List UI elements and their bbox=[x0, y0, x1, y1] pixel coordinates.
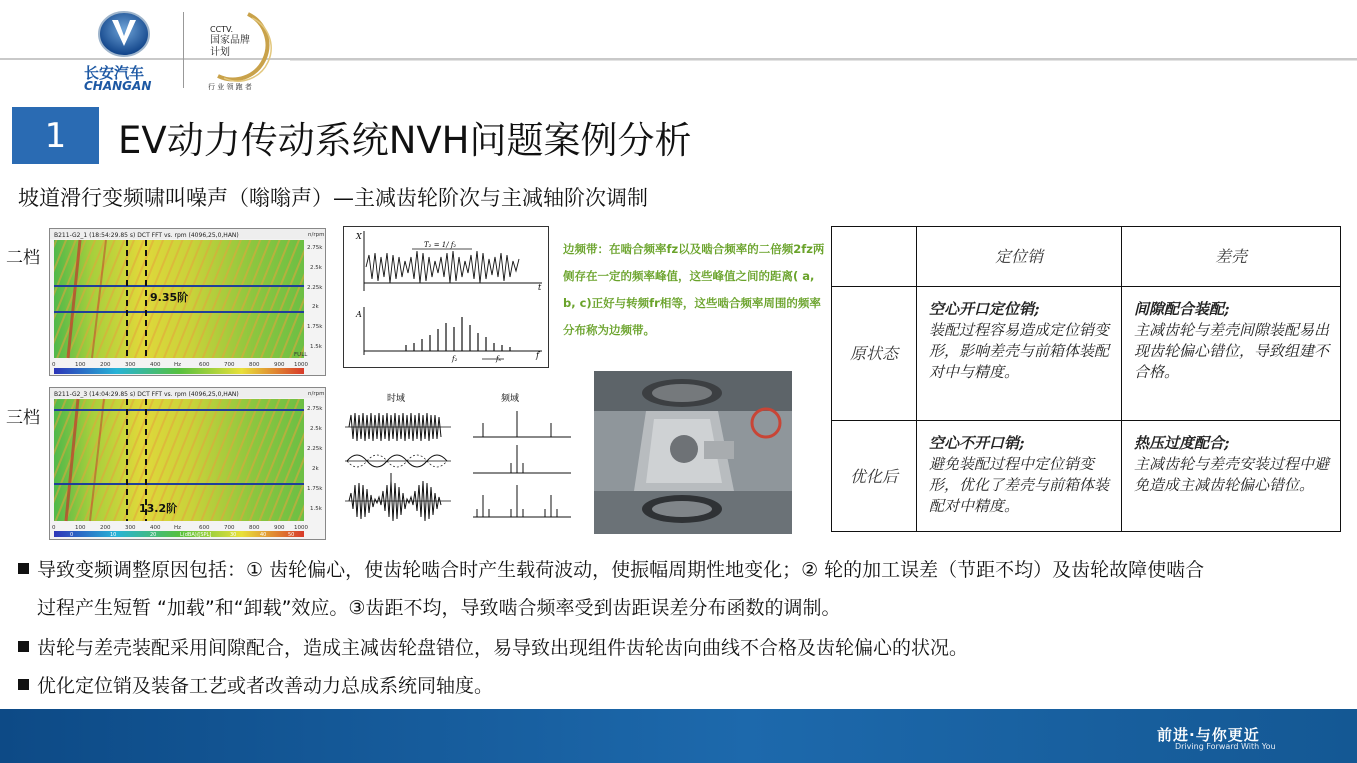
changan-logo bbox=[70, 6, 180, 96]
footer-slogan-en: Driving Forward With You bbox=[1175, 742, 1276, 751]
bullet-1-line-1 bbox=[18, 552, 1204, 589]
spec-xtick: 0 bbox=[52, 362, 56, 368]
spec-rpm-label: n/rpm bbox=[308, 391, 325, 397]
spec2-ytick: 2.75k bbox=[307, 406, 323, 412]
header-rule-light bbox=[290, 60, 1357, 61]
diagram-x-label: X bbox=[356, 232, 362, 241]
footer-bar bbox=[0, 709, 1357, 763]
spec2-ytick: 2.25k bbox=[307, 446, 323, 452]
time-freq-domain-diagram bbox=[343, 389, 575, 529]
spec1-ytick: 2.25k bbox=[307, 285, 323, 291]
spec-xtick: 200 bbox=[100, 362, 111, 368]
footer-slogan: 前进·与你更近 bbox=[1157, 726, 1260, 744]
spec-xtick: 300 bbox=[125, 525, 136, 531]
sideband-note: 边频带：在啮合频率fz以及啮合频率的二倍频2fz两侧存在一定的频率峰值，这些峰值之间的距离( a, b, c)正好与转频fr相等，这些啮合频率周围的频率分布称为边频带。 bbox=[563, 242, 825, 337]
spec-xtick: 800 bbox=[249, 525, 260, 531]
spectrogram-gear2 bbox=[49, 228, 326, 376]
spec-xtick: 0 bbox=[52, 525, 56, 531]
logo-en-text: CHANGAN bbox=[84, 79, 152, 93]
spectrogram-gear2-plot bbox=[50, 229, 325, 375]
spec-rpm-label: n/rpm bbox=[308, 232, 325, 238]
cbar-label: 50 bbox=[288, 532, 295, 538]
time-domain-label: 时域 bbox=[387, 394, 406, 404]
cbar-label: 20 bbox=[150, 532, 157, 538]
spec-xtick: 1000 bbox=[294, 525, 308, 531]
table-cell-optimized-case bbox=[1122, 421, 1341, 532]
spec-xtick: 400 bbox=[150, 525, 161, 531]
bullet-square-icon bbox=[18, 679, 29, 690]
spec1-ytick: 2.75k bbox=[307, 245, 323, 251]
cell-body: 避免装配过程中定位销变形，优化了差壳与前箱体装配对中精度。 bbox=[929, 455, 1110, 515]
time-freq-domain-plot bbox=[343, 389, 575, 529]
cbar-label: 10 bbox=[110, 532, 117, 538]
spec2-ytick: 1.5k bbox=[310, 506, 322, 512]
spec1-header-text: B211-G2_1 (18:54:29.85 s) DCT FFT vs. rpm (4096,25,0,HAN) bbox=[54, 232, 239, 239]
bullet-text: 导致变频调整原因包括：① 齿轮偏心，使齿轮啮合时产生载荷波动，使振幅周期性地变化；② 轮的加工误差（节距不均）及齿轮故障使啮合 bbox=[37, 559, 1205, 581]
bullet-text: 齿轮与差壳装配采用间隙配合，造成主减齿轮盘错位，易导致出现组件齿轮齿向曲线不合格及齿轮偏心的状况。 bbox=[37, 637, 969, 659]
sideband-diagram-plot bbox=[344, 227, 548, 367]
cell-body: 主减齿轮与差壳安装过程中避免造成主减齿轮偏心错位。 bbox=[1134, 455, 1330, 494]
spec-xtick: 100 bbox=[75, 362, 86, 368]
cell-body: 主减齿轮与差壳间隙装配易出现齿轮偏心错位，导致组建不合格。 bbox=[1134, 321, 1330, 381]
logo-divider bbox=[183, 12, 184, 88]
spec2-header-text: B211-G2_3 (14:04:29.85 s) DCT FFT vs. rpm (4096,25,0,HAN) bbox=[54, 391, 239, 398]
cctv-tagline: 行 业 领 跑 者 bbox=[208, 83, 252, 91]
table-row-label-optimized: 优化后 bbox=[832, 421, 917, 532]
section-number: 1 bbox=[12, 107, 99, 164]
spec1-ytick: 1.5k bbox=[310, 344, 322, 350]
spec-xtick: 400 bbox=[150, 362, 161, 368]
cctv-plan-line2: 计划 bbox=[210, 47, 230, 58]
table-header-pin: 定位销 bbox=[917, 227, 1122, 287]
table-header-case: 差壳 bbox=[1122, 227, 1341, 287]
spec1-full-label: FULL bbox=[294, 352, 308, 358]
bullet-1-line-2: 过程产生短暂 “加载”和“卸载”效应。③齿距不均，导致啮合频率受到齿距误差分布函数的调制。 bbox=[37, 597, 841, 619]
spec-xtick: 900 bbox=[274, 362, 285, 368]
diagram-fs-label: fₛ bbox=[496, 355, 501, 363]
spec2-order-label: 13.2阶 bbox=[139, 502, 178, 515]
bullet-3 bbox=[18, 668, 493, 705]
freq-domain-label: 频域 bbox=[501, 394, 520, 404]
spec-xtick: 700 bbox=[224, 362, 235, 368]
spec1-ytick: 2.5k bbox=[310, 265, 322, 271]
cell-title: 空心开口定位销; bbox=[929, 300, 1040, 318]
cell-title: 间隙配合装配; bbox=[1134, 300, 1230, 318]
comparison-table bbox=[831, 226, 1341, 532]
table-row-label-original: 原状态 bbox=[832, 287, 917, 421]
differential-photo bbox=[594, 371, 792, 534]
spec-xtick: 300 bbox=[125, 362, 136, 368]
spec-xtick: 600 bbox=[199, 362, 210, 368]
bullet-2 bbox=[18, 630, 968, 667]
cell-body: 装配过程容易造成定位销变形，影响差壳与前箱体装配对中与精度。 bbox=[929, 321, 1110, 381]
diagram-f-label: f bbox=[536, 351, 539, 360]
diagram-period-label: T₂ = 1/ f₂ bbox=[424, 241, 457, 249]
diagram-fz-label: f₂ bbox=[452, 355, 458, 363]
spec-xtick: 600 bbox=[199, 525, 210, 531]
spec-xtick: 100 bbox=[75, 525, 86, 531]
spec-xunit: Hz bbox=[174, 362, 182, 368]
diagram-t-label: t bbox=[538, 283, 542, 292]
page-title: EV动力传动系统NVH问题案例分析 bbox=[118, 119, 692, 162]
spec-xunit: Hz bbox=[174, 525, 182, 531]
spec1-ytick: 1.75k bbox=[307, 324, 323, 330]
bullet-square-icon bbox=[18, 563, 29, 574]
logo-cn-text: 长安汽车 bbox=[84, 64, 145, 82]
cctv-plan-line1: 国家品牌 bbox=[210, 35, 250, 46]
bullet-text: 优化定位销及装备工艺或者改善动力总成系统同轴度。 bbox=[37, 675, 494, 697]
cctv-brand-logo bbox=[200, 8, 286, 94]
spec2-ytick: 2.5k bbox=[310, 426, 322, 432]
spec2-ytick: 2k bbox=[312, 466, 319, 472]
bullet-square-icon bbox=[18, 641, 29, 652]
cell-title: 热压过度配合; bbox=[1134, 434, 1230, 452]
table-corner-cell bbox=[832, 227, 917, 287]
cbar-label: 40 bbox=[260, 532, 267, 538]
cbar-label: 0 bbox=[70, 532, 74, 538]
cctv-text: CCTV. bbox=[210, 25, 234, 34]
cell-title: 空心不开口销; bbox=[929, 434, 1025, 452]
gear2-label: 二档 bbox=[6, 248, 40, 268]
differential-housing-image bbox=[594, 371, 792, 534]
spec-xtick: 800 bbox=[249, 362, 260, 368]
spec1-ytick: 2k bbox=[312, 304, 319, 310]
spec-xtick: 900 bbox=[274, 525, 285, 531]
spec1-order-label: 9.35阶 bbox=[150, 291, 189, 304]
page-subtitle: 坡道滑行变频啸叫噪声（嗡嗡声）—主减齿轮阶次与主减轴阶次调制 bbox=[18, 186, 648, 210]
gear3-label: 三档 bbox=[6, 408, 40, 428]
spectrogram-gear3 bbox=[49, 387, 326, 540]
table-cell-original-case bbox=[1122, 287, 1341, 421]
spec2-ytick: 1.75k bbox=[307, 486, 323, 492]
table-cell-original-pin bbox=[917, 287, 1122, 421]
table-cell-optimized-pin bbox=[917, 421, 1122, 532]
diagram-A-label: A bbox=[356, 310, 362, 319]
spectrogram-gear3-plot bbox=[50, 388, 325, 539]
spec-xtick: 700 bbox=[224, 525, 235, 531]
sideband-diagram bbox=[343, 226, 549, 368]
spec-xtick: 200 bbox=[100, 525, 111, 531]
cbar-label: L(dBA)/[SPL] bbox=[180, 532, 212, 538]
spec-xtick: 1000 bbox=[294, 362, 308, 368]
cbar-label: 30 bbox=[230, 532, 237, 538]
